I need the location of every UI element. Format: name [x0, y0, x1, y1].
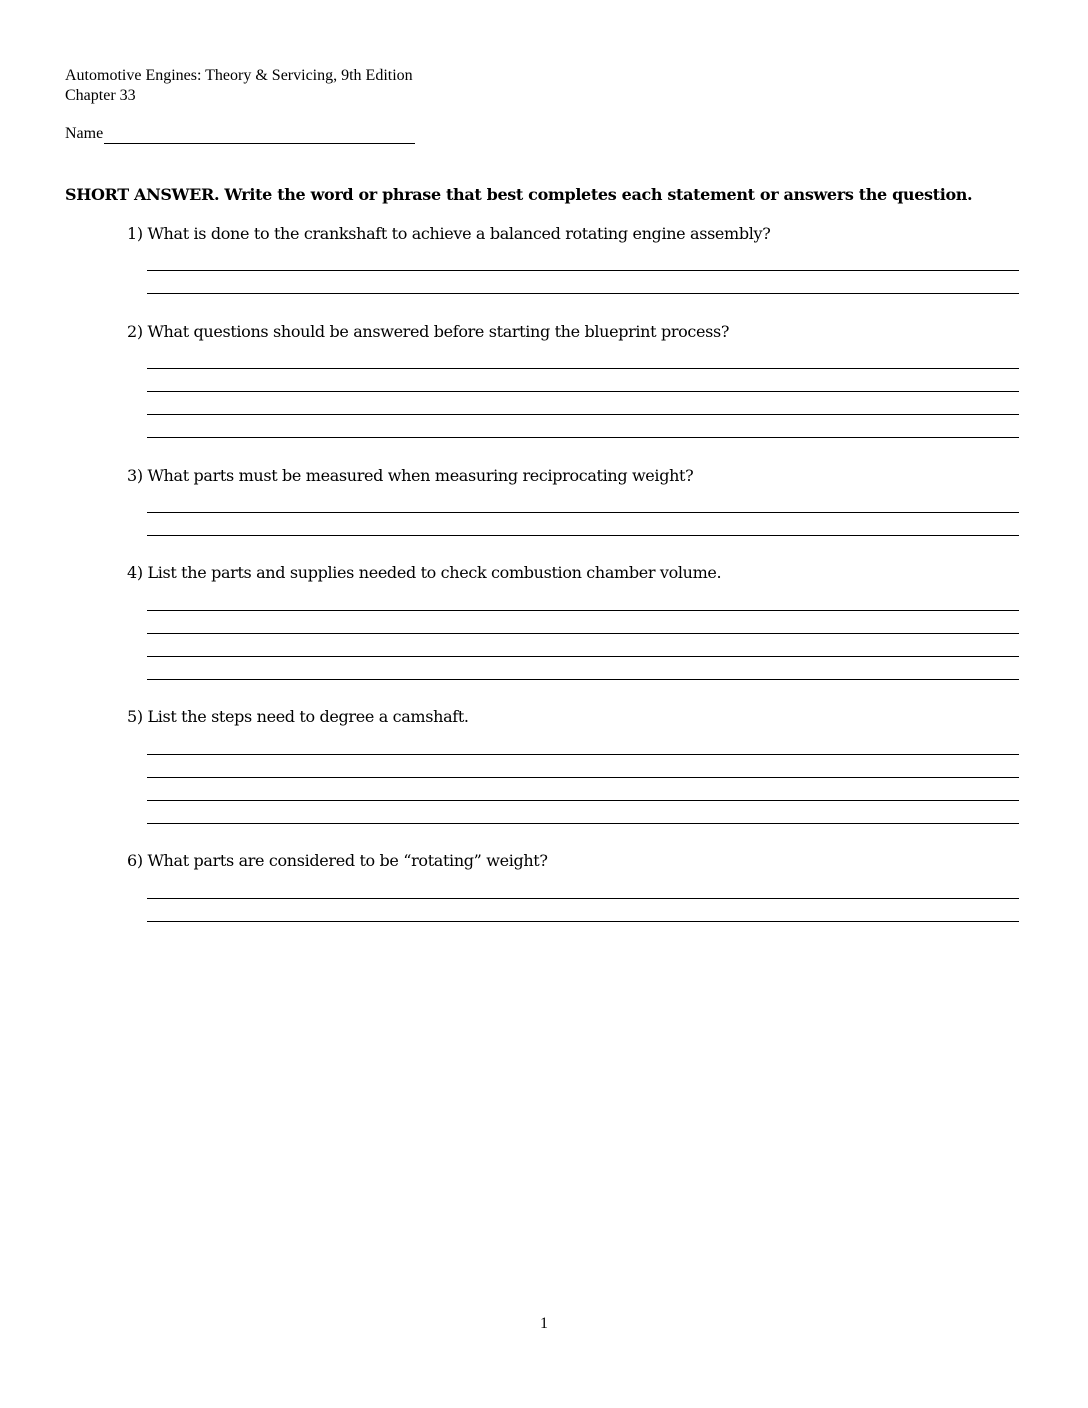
question-3: 3) What parts must be measured when measuring reciprocating weight?	[127, 466, 694, 485]
question-4: 4) List the parts and supplies needed to check combustion chamber volume.	[127, 563, 722, 582]
answer-line[interactable]	[147, 368, 1019, 369]
answer-line[interactable]	[147, 391, 1019, 392]
document-header	[65, 66, 413, 106]
question-2: 2) What questions should be answered before starting the blueprint process?	[127, 322, 730, 341]
name-label: Name	[65, 125, 104, 142]
question-6: 6) What parts are considered to be “rotating” weight?	[127, 851, 548, 870]
chapter-label: Chapter 33	[65, 87, 136, 104]
answer-line[interactable]	[147, 656, 1019, 657]
name-field-row	[65, 124, 415, 144]
answer-line[interactable]	[147, 679, 1019, 680]
name-blank-line[interactable]	[104, 125, 415, 144]
question-1: 1) What is done to the crankshaft to achieve a balanced rotating engine assembly?	[127, 224, 771, 243]
book-title: Automotive Engines: Theory & Servicing, 9th Edition	[65, 67, 413, 84]
answer-line[interactable]	[147, 414, 1019, 415]
answer-line[interactable]	[147, 512, 1019, 513]
answer-line[interactable]	[147, 754, 1019, 755]
answer-line[interactable]	[147, 921, 1019, 922]
answer-line[interactable]	[147, 437, 1019, 438]
answer-line[interactable]	[147, 610, 1019, 611]
question-5: 5) List the steps need to degree a camshaft.	[127, 707, 469, 726]
answer-line[interactable]	[147, 777, 1019, 778]
answer-line[interactable]	[147, 633, 1019, 634]
answer-line[interactable]	[147, 823, 1019, 824]
answer-line[interactable]	[147, 293, 1019, 294]
answer-line[interactable]	[147, 898, 1019, 899]
answer-line[interactable]	[147, 270, 1019, 271]
answer-line[interactable]	[147, 535, 1019, 536]
section-instructions: SHORT ANSWER. Write the word or phrase that best completes each statement or answers the question.	[65, 185, 973, 204]
answer-line[interactable]	[147, 800, 1019, 801]
page-number: 1	[540, 1315, 548, 1332]
